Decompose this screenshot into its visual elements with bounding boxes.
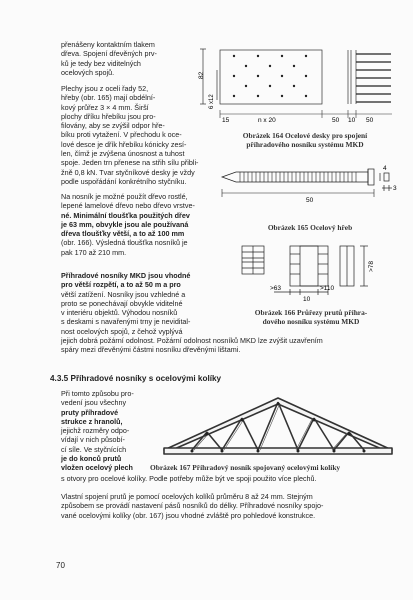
text-line: hřeby (obr. 165) mají obdélní- <box>61 93 156 103</box>
dim-plate-right-a: 50 <box>332 117 340 124</box>
text-line: ocelových spojů. <box>61 67 115 77</box>
text-line: v interiéru objektů. Výhodou nosníků <box>61 308 178 318</box>
text-line: vedení jsou všechny <box>61 398 127 408</box>
dim-section-w2: >110 <box>320 285 335 292</box>
text-line: plochy dříku hřebíku jsou pro- <box>61 111 156 121</box>
text-line: je do konců prutů <box>61 454 122 464</box>
caption-line: Obrázek 165 Ocelový hřeb <box>267 223 353 232</box>
paragraph-intro <box>61 40 157 77</box>
section-heading: 4.3.5 Příhradové nosníky s ocelovými kolíky <box>50 374 222 383</box>
text-line: Vlastní spojení prutů je pomocí ocelových kolíků průměru 8 až 24 mm. Stejným <box>61 492 313 501</box>
dim-plate-right-b: 10 <box>348 117 356 124</box>
paragraph-pins <box>61 389 134 473</box>
dim-plate-right-c: 50 <box>366 117 374 124</box>
dim-nail-height: 3 <box>393 185 397 192</box>
text-line: ků je tedy bez viditelných <box>61 58 141 68</box>
page-number: 70 <box>56 561 65 570</box>
caption-fig164 <box>220 131 390 149</box>
dim-section-height: >78 <box>368 260 375 272</box>
text-line: dřeva tloušťky větší, a to až 100 mm <box>61 229 185 239</box>
text-line: nost ocelových spojů, z čehož vyplývá <box>61 326 183 336</box>
text-line: je 63 mm, obvykle jsou ale používaná <box>61 219 189 229</box>
text-line: lové desce je dřík hřebíku kónicky zesí- <box>61 139 187 149</box>
paragraph-plates <box>61 84 198 186</box>
text-line: způsobem se provádí nastavení pásů nosníků do délky. Příhradové nosníky spojo- <box>61 501 324 511</box>
caption-line: Obrázek 166 Průřezy prutů příhra- <box>254 308 368 317</box>
text-line: pak 170 až 210 mm. <box>61 247 127 257</box>
text-line: pruty příhradové <box>61 407 119 417</box>
caption-fig167 <box>150 463 400 472</box>
dim-plate-height: 82 <box>198 71 205 79</box>
text-line: bíku proti vytažení. V přechodu k oce- <box>61 130 182 140</box>
dim-nail-width: 4 <box>383 165 387 172</box>
caption-fig166 <box>232 308 390 326</box>
text-line: jejichž rozměry odpo- <box>61 426 130 436</box>
text-line: pro větší rozpětí, a to až 50 m a pro <box>61 280 181 290</box>
paragraph-plates-holes <box>61 474 317 483</box>
text-line: spoje. Jeden trn přenese na střih sílu přibli- <box>61 158 199 168</box>
text-line: Při tomto způsobu pro- <box>61 389 134 398</box>
caption-line: Obrázek 167 Příhradový nosník spojovaný ocelovými kolíky <box>150 463 341 472</box>
text-line: Plechy jsou z oceli řady 52, <box>61 84 149 93</box>
text-line: podle uspořádání konkrétního styčníku. <box>61 176 187 186</box>
text-line: žně 0,8 kN. Tvar styčníkové desky je vždy <box>61 167 195 177</box>
text-line: s otvory pro ocelové kolíky. Podle potřeby může být ve spoji použito více plechů. <box>61 474 317 483</box>
text-line: Na nosník je možné použít dřevo rostlé, <box>61 192 188 201</box>
text-line: vložen ocelový plech <box>61 463 133 473</box>
figure-164-steel-plate <box>196 46 396 126</box>
text-line: filovány, aby se zvýšil odpor hře- <box>61 121 165 131</box>
text-line: strukce z hranolů, <box>61 416 123 426</box>
text-line: kový průřez 3 × 4 mm. Širší <box>61 102 149 112</box>
paragraph-fire <box>61 336 323 355</box>
text-line: (obr. 166). Výsledná tloušťka nosníků je <box>61 238 188 248</box>
text-line: větší zatížení. Nosníky jsou vzhledné a <box>61 289 186 299</box>
dim-section-gap: 10 <box>303 296 311 303</box>
text-line: len, čímž je zvýšena únosnost a tuhost <box>61 149 185 159</box>
text-line: lepené lamelové dřevo nebo dřevo vrstve- <box>61 201 195 211</box>
caption-fig165 <box>255 223 365 232</box>
text-line: přenášeny kontaktním tlakem <box>61 40 155 49</box>
caption-line: příhradového nosníku systému MKD <box>246 140 364 149</box>
text-line: proto se ponechávají obvykle viditelné <box>61 298 183 308</box>
paragraph-mkd <box>61 271 190 336</box>
dim-nail-length: 50 <box>306 197 314 204</box>
text-line: s deskami s navařenými trny je nevidital- <box>61 317 191 327</box>
figure-166-cross-sections <box>240 242 390 304</box>
text-line: spáry mezi dřevěnými částmi nosníku dřevěnými lištami. <box>61 345 241 355</box>
paragraph-connection <box>61 492 323 520</box>
text-line: dřeva. Spojení dřevěných prv- <box>61 49 157 59</box>
dim-section-w1: >63 <box>270 285 282 292</box>
text-line: né. Minimální tloušťka použitých dřev <box>61 210 190 220</box>
caption-line: Obrázek 164 Ocelové desky pro spojení <box>242 131 368 140</box>
text-line: vídají v nich působí- <box>61 435 125 445</box>
dim-plate-left: 15 <box>222 117 230 124</box>
dim-plate-span: n x 20 <box>258 117 276 124</box>
text-line: vané ocelovými kolíky (obr. 167) jsou vhodné zvláště pro pohledové konstrukce. <box>61 510 316 520</box>
figure-167-truss <box>162 392 394 462</box>
text-line: Příhradové nosníky MKD jsou vhodné <box>61 271 191 280</box>
paragraph-wood <box>61 192 195 257</box>
dim-plate-inner: 6 x12 <box>209 94 215 109</box>
figure-165-nail <box>218 163 400 215</box>
caption-line: dového nosníku systému MKD <box>262 317 360 326</box>
text-line: cí síle. Ve styčnících <box>61 444 127 454</box>
text-line: jejich dobrá požární odolnost. Požární odolnost nosníků MKD lze zvýšit uzavřením <box>61 336 323 345</box>
